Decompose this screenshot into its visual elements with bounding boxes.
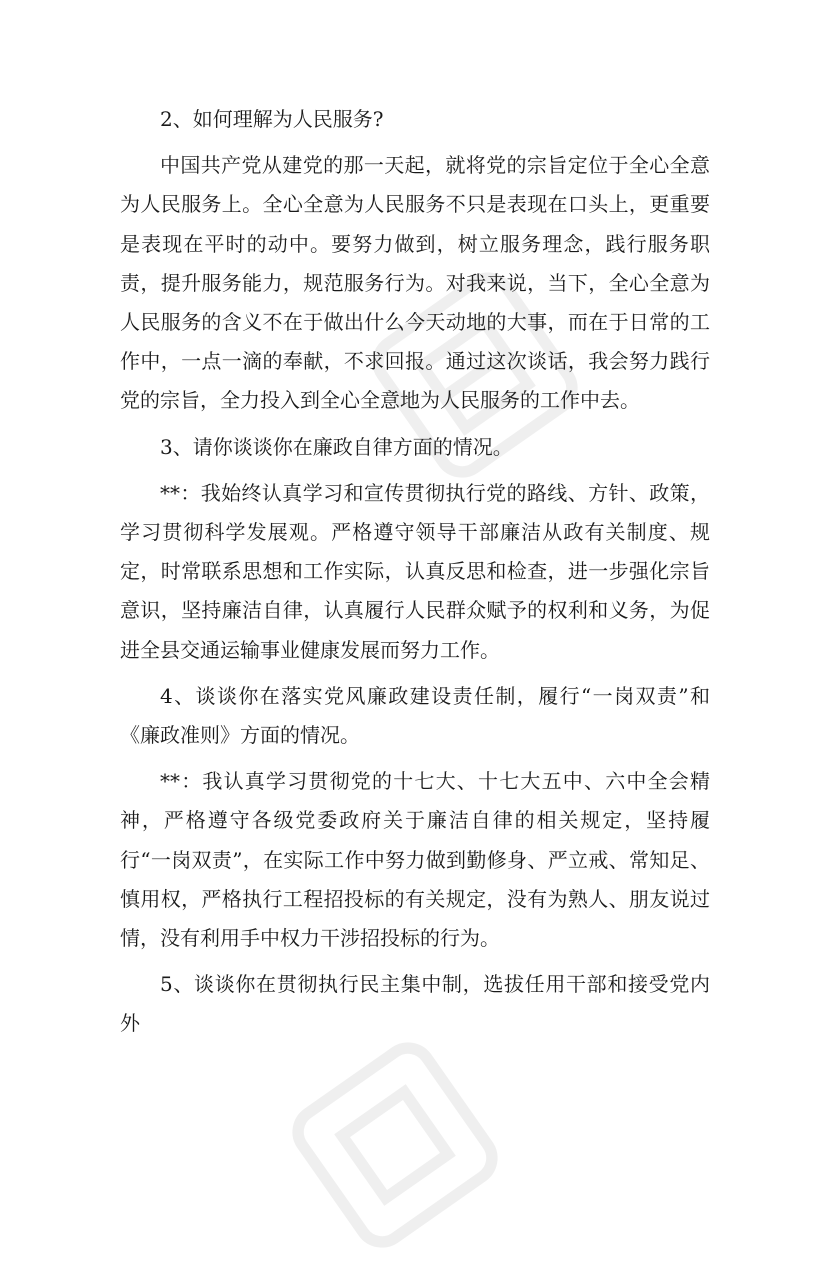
question-heading: 3、请你谈谈你在廉政自律方面的情况。 xyxy=(160,434,513,459)
watermark-logo xyxy=(263,1013,528,1277)
question-heading: 4、谈谈你在落实党风廉政建设责任制，履行“一岗双责”和《廉政准则》方面的情况。 xyxy=(120,683,710,748)
document-body xyxy=(120,100,710,1051)
answer-paragraph: 中国共产党从建党的那一天起，就将党的宗旨定位于全心全意为人民服务上。全心全意为人民服务不只是表现在口头上，更重要是表现在平时的动中。要努力做到，树立服务理念，践行服务职责，提升服务能力，规范服务行为。对我来说，当下，全心全意为人民服务的含义不在于做出什么今天动地的大事，而在于日常的工作中，一点一滴的奉献，不求回报。通过这次谈话，我会努力践行党的宗旨，全力投入到全心全意地为人民服务的工作中去。 xyxy=(120,153,710,413)
answer-paragraph: **：我认真学习贯彻党的十七大、十七大五中、六中全会精神，严格遵守各级党委政府关于廉洁自律的相关规定，坚持履行“一岗双责”，在实际工作中努力做到勤修身、严立戒、常知足、慎用权，严格执行工程招投标的有关规定，没有为熟人、朋友说过情，没有利用手中权力干涉招投标的行为。 xyxy=(120,769,710,951)
question-heading: 5、谈谈你在贯彻执行民主集中制，选拔任用干部和接受党内外 xyxy=(120,972,710,1036)
answer-paragraph: **：我始终认真学习和宣传贯彻执行党的路线、方针、政策，学习贯彻科学发展观。严格遵守领导干部廉洁从政有关制度、规定，时常联系思想和工作实际，认真反思和检查，进一步强化宗旨意识，坚持廉洁自律，认真履行人民群众赋予的权利和义务，为促进全县交通运输事业健康发展而努力工作。 xyxy=(120,480,710,662)
question-heading: 2、如何理解为人民服务? xyxy=(160,107,384,131)
